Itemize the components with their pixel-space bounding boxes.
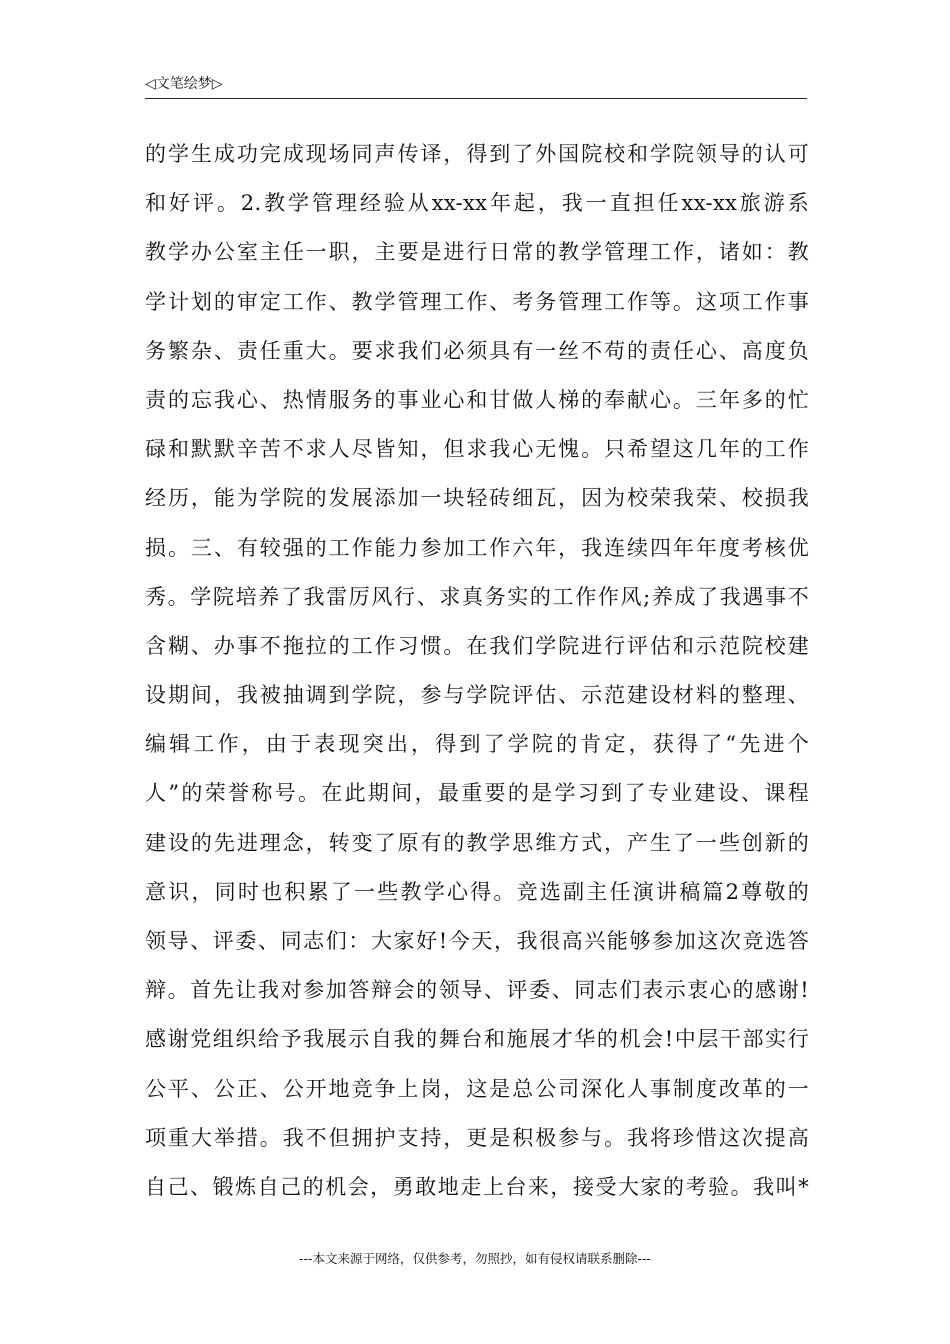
text-line: 人”的荣誉称号。在此期间，最重要的是学习到了专业建设、课程 xyxy=(145,781,809,806)
document-body xyxy=(145,130,809,1212)
text-line: 损。三、有较强的工作能力参加工作六年，我连续四年年度考核优 xyxy=(145,535,809,560)
text-line: 含糊、办事不拖拉的工作习惯。在我们学院进行评估和示范院校建 xyxy=(145,633,809,658)
text-line: 自己、锻炼自己的机会，勇敢地走上台来，接受大家的考验。我叫* xyxy=(145,1174,809,1199)
header-brand: ◁文笔绘梦▷ xyxy=(145,76,223,92)
text-line: 建设的先进理念，转变了原有的教学思维方式，产生了一些创新的 xyxy=(145,830,809,855)
text-line: 碌和默默辛苦不求人尽皆知，但求我心无愧。只希望这几年的工作 xyxy=(145,437,809,462)
text-line: 经历，能为学院的发展添加一块轻砖细瓦，因为校荣我荣、校损我 xyxy=(145,486,809,511)
text-line: 和好评。2.教学管理经验从xx-xx年起，我一直担任xx-xx旅游系 xyxy=(145,191,809,216)
text-line: 学计划的审定工作、教学管理工作、考务管理工作等。这项工作事 xyxy=(145,289,809,314)
text-line: 公平、公正、公开地竞争上岗，这是总公司深化人事制度改革的一 xyxy=(145,1076,809,1101)
text-line: 项重大举措。我不但拥护支持，更是积极参与。我将珍惜这次提高 xyxy=(145,1125,809,1150)
text-line: 秀。学院培养了我雷厉风行、求真务实的工作作风;养成了我遇事不 xyxy=(145,584,809,609)
text-line: 编辑工作，由于表现突出，得到了学院的肯定，获得了“先进个 xyxy=(145,732,809,757)
text-line: 意识，同时也积累了一些教学心得。竞选副主任演讲稿篇2尊敬的 xyxy=(145,879,809,904)
text-line: 的学生成功完成现场同声传译，得到了外国院校和学院领导的认可 xyxy=(145,142,809,166)
text-line: 务繁杂、责任重大。要求我们必须具有一丝不苟的责任心、高度负 xyxy=(145,338,809,363)
text-line: 责的忘我心、热情服务的事业心和甘做人梯的奉献心。三年多的忙 xyxy=(145,387,809,412)
text-line: 辩。首先让我对参加答辩会的领导、评委、同志们表示衷心的感谢! xyxy=(145,978,809,1003)
text-line: 感谢党组织给予我展示自我的舞台和施展才华的机会!中层干部实行 xyxy=(145,1027,809,1052)
page-header xyxy=(145,74,807,99)
footer-notice: ---本文来源于网络，仅供参考，勿照抄，如有侵权请联系删除--- xyxy=(298,1251,652,1266)
text-line: 教学办公室主任一职，主要是进行日常的教学管理工作，诸如：教 xyxy=(145,240,809,265)
text-line: 领导、评委、同志们：大家好!今天，我很高兴能够参加这次竞选答 xyxy=(145,929,809,953)
text-line: 设期间，我被抽调到学院，参与学院评估、示范建设材料的整理、 xyxy=(145,683,809,708)
